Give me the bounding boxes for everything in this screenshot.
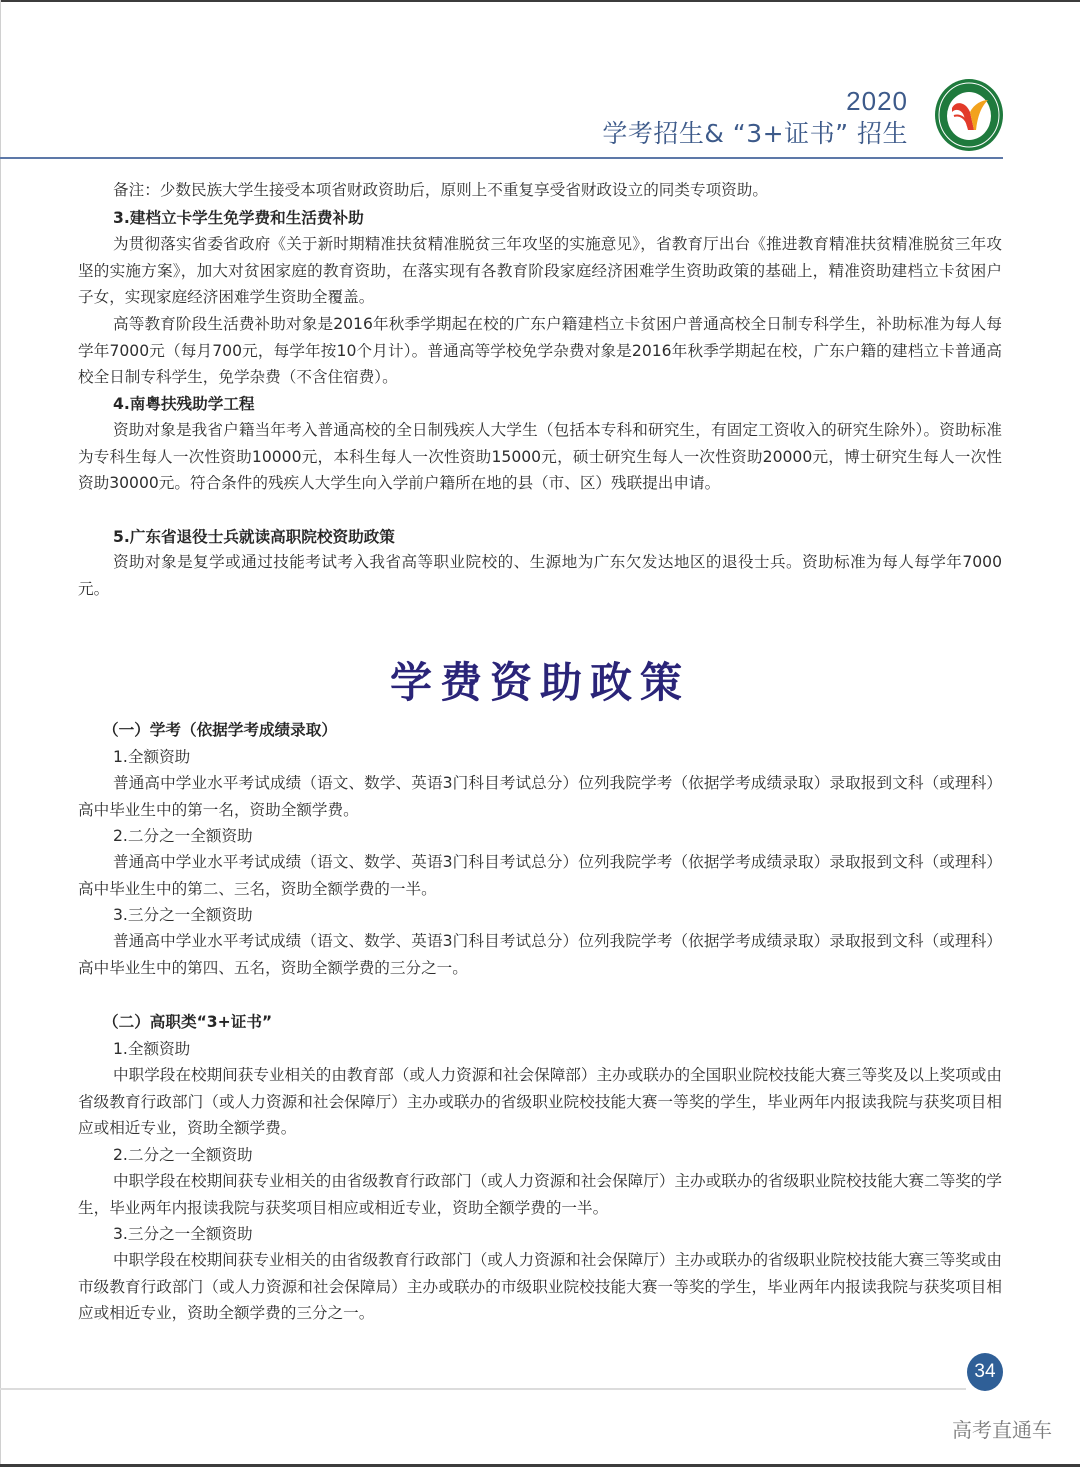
item4-paragraph: 资助对象是我省户籍当年考入普通高校的全日制残疾人大学生（包括本专科和研究生，有固定工资收入的研究生除外）。资助标准为专科生每人一次性资助10000元，本科生每人一次性资助15000元，硕士研究生每人一次性资助20000元，博士研究生每人一次性资助30000元。符合条件的残疾人大学生向入学前户籍所在地的县（市、区）残联提出申请。 [78, 421, 1002, 492]
item3-paragraph-1: 为贯彻落实省委省政府《关于新时期精准扶贫精准脱贫三年攻坚的实施意见》，省教育厅出台《推进教育精准扶贫精准脱贫三年攻坚的实施方案》，加大对贫困家庭的教育资助，在落实现有各教育阶段家庭经济困难学生资助政策的基础上，精准资助建档立卡贫困户子女，实现家庭经济困难学生资助全覆盖。 [78, 235, 1002, 306]
part2-item1-text: 中职学段在校期间获专业相关的由教育部（或人力资源和社会保障部）主办或联办的全国职业院校技能大赛三等奖及以上奖项或由省级教育行政部门（或人力资源和社会保障厅）主办或联办的省级职业院校技能大赛一等奖的学生，毕业两年内报读我院与获奖项目相应或相近专业，资助全额学费。 [78, 1066, 1002, 1137]
header-year: 2020 [846, 86, 908, 116]
part1-item1-label: 1.全额资助 [113, 748, 191, 766]
part2-item3-label: 3.三分之一全额资助 [113, 1225, 253, 1243]
note-paragraph: 备注：少数民族大学生接受本项省财政资助后，原则上不重复享受省财政设立的同类专项资助。 [113, 181, 768, 199]
watermark: 高考直通车 [952, 1418, 1052, 1442]
part1-item3-text: 普通高中学业水平考试成绩（语文、数学、英语3门科目考试总分）位列我院学考（依据学考成绩录取）录取报到文科（或理科）高中毕业生中的第四、五名，资助全额学费的三分之一。 [78, 932, 1002, 977]
item3-paragraph-2: 高等教育阶段生活费补助对象是2016年秋季学期起在校的广东户籍建档立卡贫困户普通高校全日制专科学生，补助标准为每人每学年7000元（每月700元，每学年按10个月计）。普通高等学校免学杂费对象是2016年秋季学期起在校，广东户籍的建档立卡普通高校全日制专科学生，免学杂费（不含住宿费）。 [78, 315, 1002, 386]
college-logo-icon [934, 78, 1004, 152]
item5-heading: 5.广东省退役士兵就读高职院校资助政策 [113, 528, 395, 546]
footer-rule [0, 1388, 966, 1390]
part1-item2-text: 普通高中学业水平考试成绩（语文、数学、英语3门科目考试总分）位列我院学考（依据学考成绩录取）录取报到文科（或理科）高中毕业生中的第二、三名，资助全额学费的一半。 [78, 853, 1002, 898]
item3-heading: 3.建档立卡学生免学费和生活费补助 [113, 209, 364, 227]
tuition-title: 学费资助政策 [389, 658, 690, 707]
item4-heading: 4.南粤扶残助学工程 [113, 395, 255, 413]
part2-heading: （二）高职类“3+证书” [103, 1013, 273, 1031]
part2-item1-label: 1.全额资助 [113, 1040, 191, 1058]
header-title: 学考招生& “3+证书” 招生 [602, 119, 908, 148]
page-left-border [0, 0, 1, 1467]
part2-item2-text: 中职学段在校期间获专业相关的由省级教育行政部门（或人力资源和社会保障厅）主办或联办的省级职业院校技能大赛二等奖的学生，毕业两年内报读我院与获奖项目相应或相近专业，资助全额学费的一半。 [78, 1172, 1002, 1217]
part2-item3-text: 中职学段在校期间获专业相关的由省级教育行政部门（或人力资源和社会保障厅）主办或联办的省级职业院校技能大赛三等奖或由市级教育行政部门（或人力资源和社会保障局）主办或联办的市级职业院校技能大赛一等奖的学生，毕业两年内报读我院与获奖项目相应或相近专业，资助全额学费的三分之一。 [78, 1251, 1002, 1322]
item5-paragraph: 资助对象是复学或通过技能考试考入我省高等职业院校的、生源地为广东欠发达地区的退役士兵。资助标准为每人每学年7000元。 [78, 553, 1002, 598]
header-rule [0, 157, 1003, 159]
part1-heading: （一）学考（依据学考成绩录取） [103, 721, 337, 739]
part1-item3-label: 3.三分之一全额资助 [113, 906, 253, 924]
page-top-border [0, 0, 1080, 2]
part1-item2-label: 2.二分之一全额资助 [113, 827, 253, 845]
page-number-badge: 34 [967, 1353, 1003, 1391]
part2-item2-label: 2.二分之一全额资助 [113, 1146, 253, 1164]
part1-item1-text: 普通高中学业水平考试成绩（语文、数学、英语3门科目考试总分）位列我院学考（依据学考成绩录取）录取报到文科（或理科）高中毕业生中的第一名，资助全额学费。 [78, 774, 1002, 819]
